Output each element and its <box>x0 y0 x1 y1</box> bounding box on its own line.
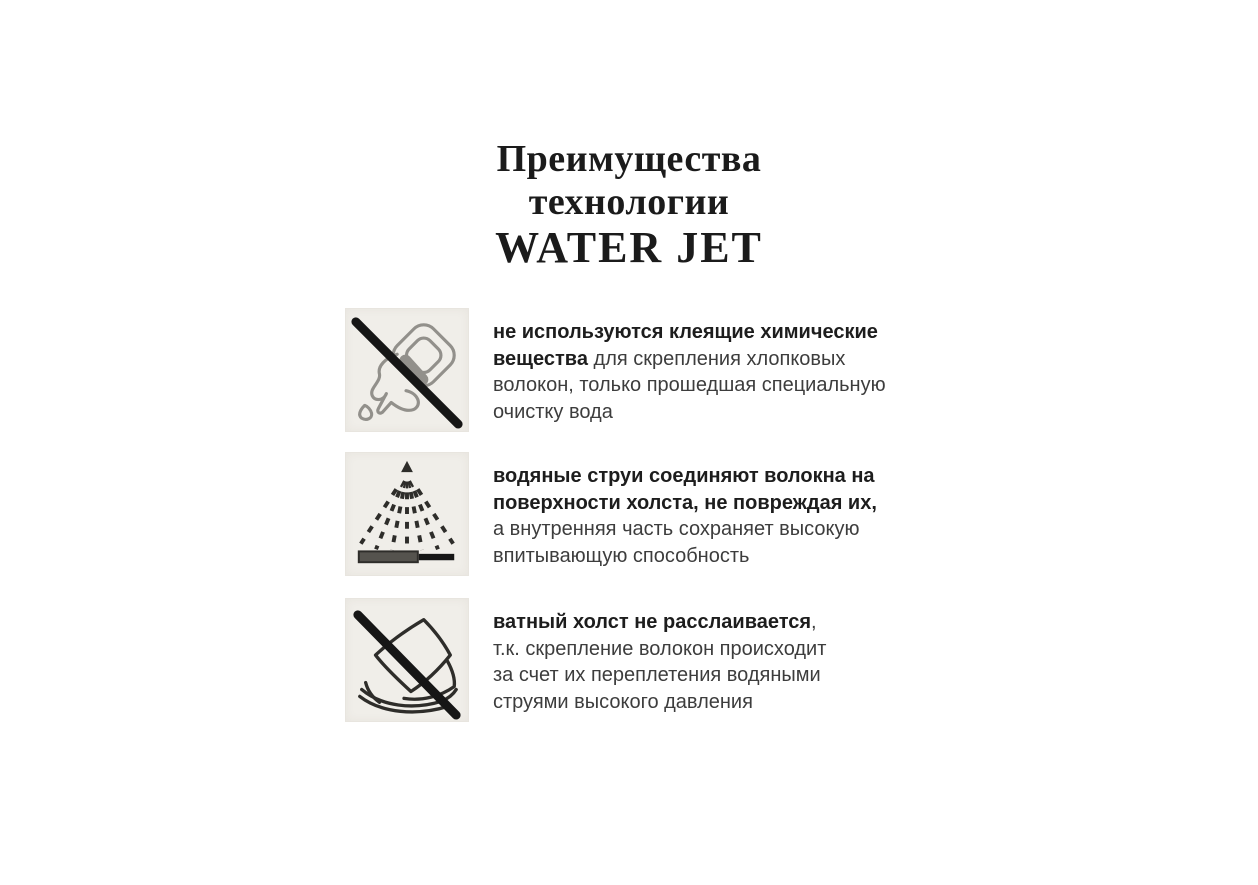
text-segment: очистку вода <box>493 400 613 423</box>
text-segment: волокон, только прошедшая специальную <box>493 374 886 396</box>
text-segment: для скрепления хлопковых <box>587 347 846 370</box>
text-segment: вещества <box>493 347 588 370</box>
text-segment: поверхности холста, не повреждая их, <box>493 491 877 514</box>
text-segment: ватный холст не расслаивается <box>493 611 812 633</box>
title-line-1: Преимущества <box>496 138 762 180</box>
advantage-text <box>493 598 933 715</box>
no-glue-icon <box>345 308 469 432</box>
text-segment: не используются клеящие химические <box>493 321 878 343</box>
advantage-text <box>493 452 933 569</box>
text-segment: за счет их переплетения водяными <box>493 664 821 686</box>
text-segment: а внутренняя часть сохраняет высокую <box>493 518 860 540</box>
text-segment: т.к. скрепление волокон происходит <box>493 637 827 660</box>
title-line-2: технологии <box>528 181 730 223</box>
advantage-row-no-glue <box>345 308 933 432</box>
text-segment: впитывающую способность <box>493 544 750 567</box>
advantage-row-no-delamination <box>345 598 933 722</box>
water-spray-icon <box>345 452 469 576</box>
page-title <box>0 138 1258 271</box>
text-segment: , <box>811 611 817 633</box>
advantage-text <box>493 308 933 425</box>
text-segment: струями высокого давления <box>493 690 753 713</box>
text-segment: водяные струи соединяют волокна на <box>493 465 875 487</box>
title-line-3: WATER JET <box>495 223 763 272</box>
no-delamination-icon <box>345 598 469 722</box>
advantage-row-water-jets <box>345 452 933 576</box>
